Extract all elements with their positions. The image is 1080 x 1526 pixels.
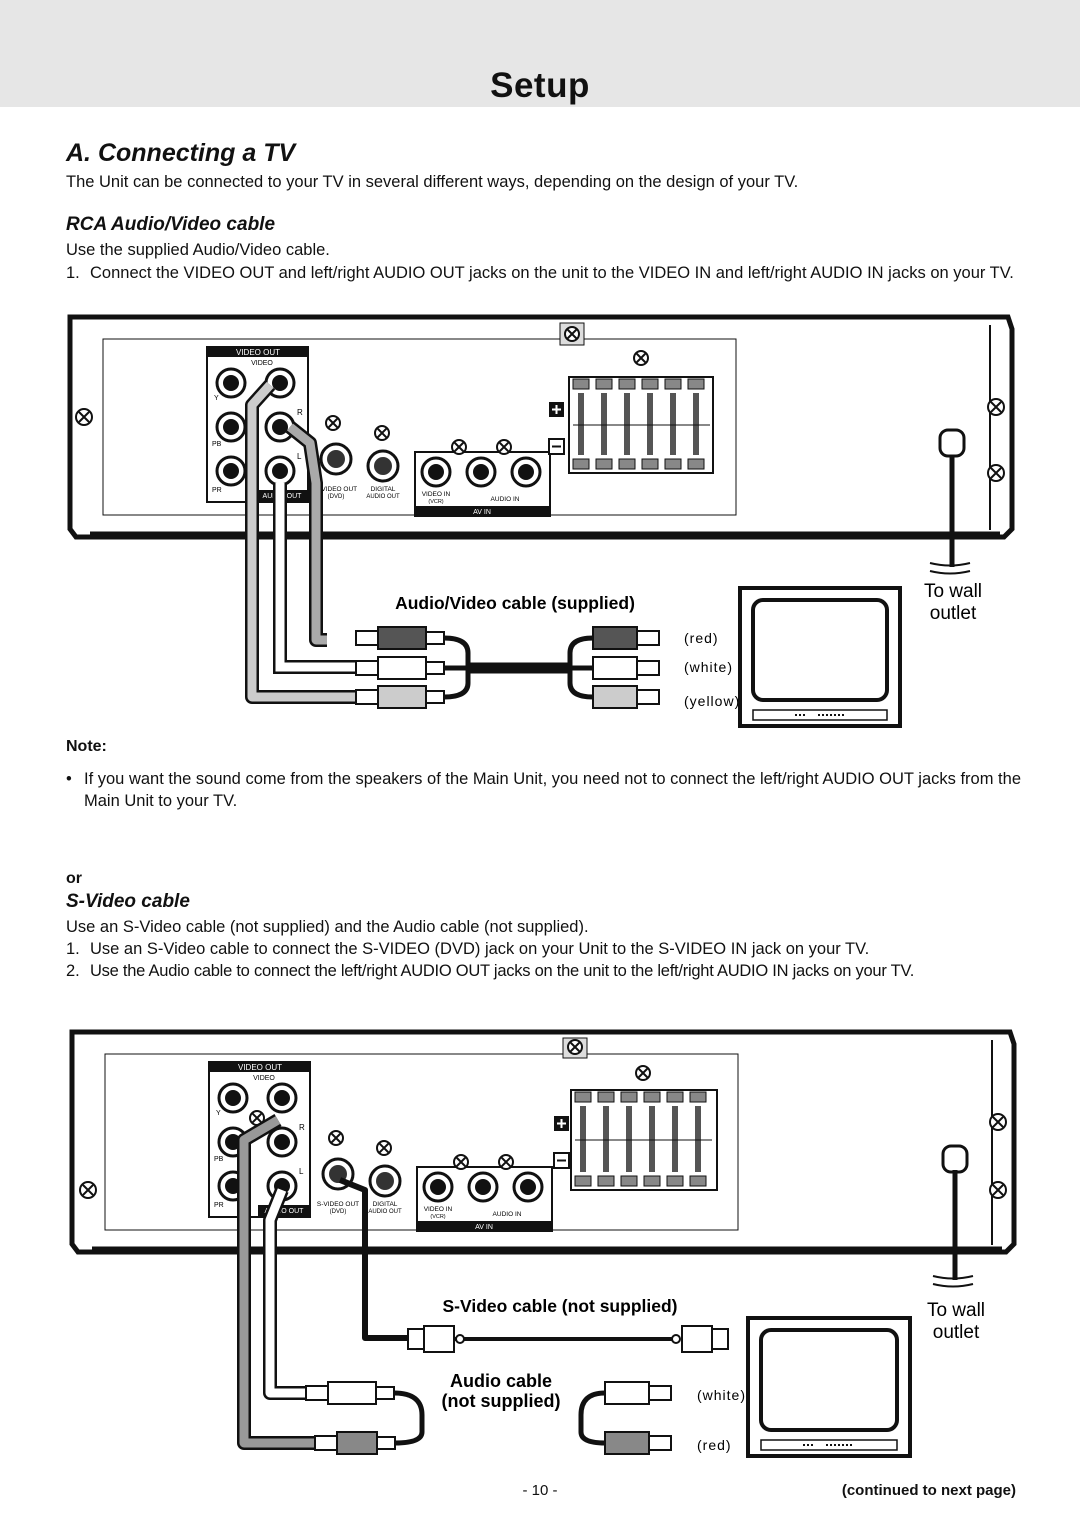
svideo-intro: Use an S-Video cable (not supplied) and the Audio cable (not supplied). — [66, 918, 589, 936]
audio-cable-label-line1: Audio cable — [449, 1371, 553, 1391]
svg-text:L: L — [299, 1167, 304, 1176]
svg-text:PR: PR — [212, 487, 222, 494]
dvd-unit-rear-panel — [72, 1032, 1014, 1252]
rca-intro: Use the supplied Audio/Video cable. — [66, 241, 330, 259]
section-intro: The Unit can be connected to your TV in several different ways, depending on the design of your TV. — [66, 173, 799, 191]
svg-text:AUDIO OUT: AUDIO OUT — [262, 493, 302, 500]
svg-text:AUDIO IN: AUDIO IN — [492, 1211, 522, 1218]
rca-steps — [66, 262, 1026, 284]
list-item: 1. Use an S-Video cable to connect the S-VIDEO (DVD) jack on your Unit to the S-VIDEO IN jack on your TV. — [66, 940, 870, 958]
wall-outlet-label-line2: outlet — [929, 603, 977, 624]
svg-text:S-VIDEO OUT: S-VIDEO OUT — [314, 486, 358, 493]
svideo-steps — [66, 938, 1026, 982]
plug-color-white: (white) — [697, 1387, 747, 1403]
plug-color-white: (white) — [684, 659, 734, 675]
svideo-cable-label: S-Video cable (not supplied) — [442, 1296, 678, 1316]
svg-text:PR: PR — [214, 1202, 224, 1209]
svg-text:S-VIDEO OUT: S-VIDEO OUT — [316, 1201, 360, 1208]
svg-text:AUDIO OUT: AUDIO OUT — [366, 494, 400, 500]
svg-text:AUDIO OUT: AUDIO OUT — [368, 1209, 402, 1215]
plug-color-yellow: (yellow) — [684, 693, 741, 709]
note-text: If you want the sound come from the speakers of the Main Unit, you need not to connect the left/right AUDIO OUT jacks from the Main Unit to your TV. — [84, 770, 1021, 810]
wall-outlet-label-line1: To wall — [926, 1300, 986, 1321]
svg-text:(VCR): (VCR) — [428, 499, 444, 505]
tv-icon — [740, 588, 900, 726]
list-item: 1. Connect the VIDEO OUT and left/right AUDIO OUT jacks on the unit to the VIDEO IN and left/right AUDIO IN jacks on your TV. — [66, 264, 1014, 282]
svg-text:R: R — [297, 408, 303, 417]
svg-text:Y: Y — [214, 395, 219, 402]
wall-outlet-label-line1: To wall — [923, 581, 983, 602]
svideo-cable — [408, 1326, 728, 1352]
svg-text:(DVD): (DVD) — [329, 1209, 347, 1215]
wall-outlet-label-line2: outlet — [932, 1322, 980, 1343]
section-title: A. Connecting a TV — [66, 139, 296, 167]
svideo-heading: S-Video cable — [66, 891, 190, 912]
continued-label: (continued to next page) — [841, 1482, 1016, 1499]
svg-text:PB: PB — [212, 441, 222, 448]
plug-color-red: (red) — [684, 630, 719, 646]
page-title: Setup — [490, 66, 590, 105]
rca-heading: RCA Audio/Video cable — [66, 214, 276, 235]
svg-text:L: L — [297, 452, 302, 461]
svg-text:AV IN: AV IN — [473, 509, 491, 516]
svg-text:R: R — [299, 1123, 305, 1132]
svg-text:(DVD): (DVD) — [327, 494, 345, 500]
rca-connection-diagram — [0, 305, 1080, 735]
svg-text:PB: PB — [214, 1156, 224, 1163]
or-label: or — [66, 870, 82, 887]
page-number: - 10 - — [522, 1482, 558, 1499]
note-label: Note: — [66, 738, 107, 755]
dvd-unit-rear-panel — [70, 317, 1012, 537]
video-label: VIDEO — [251, 360, 273, 367]
header-banner — [0, 0, 1080, 107]
svg-text:VIDEO IN: VIDEO IN — [423, 1206, 453, 1213]
svg-text:VIDEO: VIDEO — [253, 1075, 275, 1082]
svg-text:AUDIO OUT: AUDIO OUT — [264, 1208, 304, 1215]
svg-text:VIDEO IN: VIDEO IN — [421, 491, 451, 498]
svideo-connection-diagram — [0, 1020, 1080, 1460]
svg-text:DIGITAL: DIGITAL — [372, 1201, 398, 1208]
list-item: 2. Use the Audio cable to connect the left/right AUDIO OUT jacks on the unit to the left/right AUDIO IN jacks on your TV. — [66, 962, 915, 980]
note-bullet: • If you want the sound come from the speakers of the Main Unit, you need not to connect the left/right AUDIO OUT jacks from the Main Unit to your TV. — [66, 768, 1026, 812]
tv-icon — [748, 1318, 910, 1456]
av-cable-label: Audio/Video cable (supplied) — [395, 593, 635, 613]
svg-text:AUDIO IN: AUDIO IN — [490, 496, 520, 503]
video-out-label: VIDEO OUT — [235, 348, 281, 357]
svg-text:DIGITAL: DIGITAL — [370, 486, 396, 493]
svg-text:AV IN: AV IN — [475, 1224, 493, 1231]
plug-color-red: (red) — [697, 1437, 732, 1453]
svg-text:Y: Y — [216, 1110, 221, 1117]
svg-text:VIDEO OUT: VIDEO OUT — [237, 1063, 283, 1072]
audio-cable-label-line2: (not supplied) — [441, 1391, 561, 1411]
svg-text:(VCR): (VCR) — [430, 1214, 446, 1220]
